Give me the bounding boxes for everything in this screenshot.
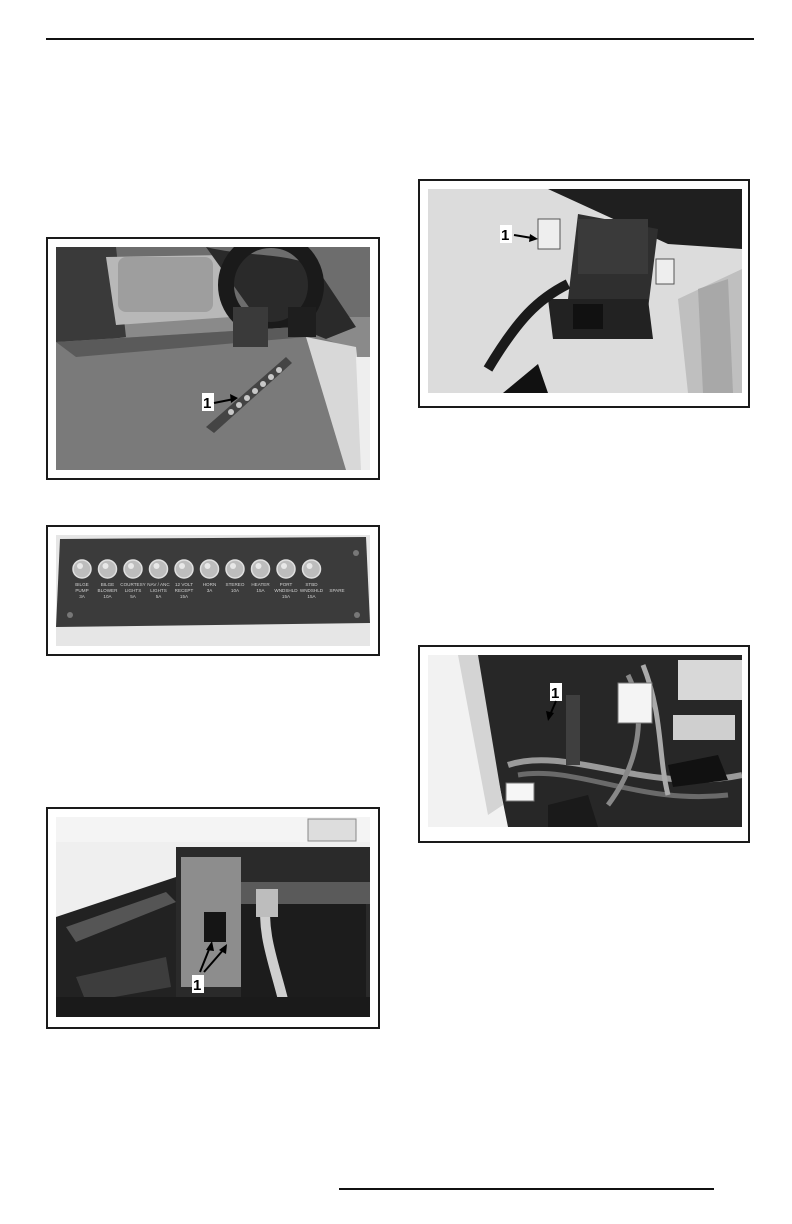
breaker-label: PORT WNDSHLD 15A (274, 582, 298, 599)
callout-overlay (428, 189, 742, 393)
breaker-label: HEATER 15A (251, 582, 270, 593)
breaker-knob (277, 560, 295, 578)
breaker-knob-highlight (154, 563, 160, 569)
figure-battery-compartment (46, 807, 380, 1029)
breaker-label: STBD WNDSHLD 15A (299, 582, 324, 599)
photo-breaker-panel (56, 535, 370, 646)
breaker-knob-highlight (103, 563, 109, 569)
breaker-knob (201, 560, 219, 578)
callout-1: 1 (501, 227, 510, 244)
figure-module-under-dash (418, 179, 750, 408)
breaker-label: BILGE BLOWER 10A (97, 582, 118, 599)
callout-overlay (428, 655, 742, 827)
breaker-knob (226, 560, 244, 578)
breaker-label: COURTESY LIGHTS 5A (120, 582, 146, 599)
breaker-label: STEREO 10A (225, 582, 245, 593)
breaker-knob (252, 560, 270, 578)
callout-overlay (56, 247, 370, 470)
breaker-knob (150, 560, 168, 578)
breaker-knob (124, 560, 142, 578)
breaker-knob-highlight (179, 563, 185, 569)
breaker-knob-highlight (128, 563, 134, 569)
callout-1: 1 (193, 977, 202, 994)
figure-breaker-panel (46, 525, 380, 656)
callout-1: 1 (551, 685, 560, 702)
figure-console-fuse-panel (46, 237, 380, 480)
breaker-knob (303, 560, 321, 578)
footer-rule (339, 1188, 714, 1190)
callout-overlay (56, 817, 370, 1017)
breaker-knob-highlight (281, 563, 287, 569)
breaker-label: BILGE PUMP 3A (75, 582, 89, 599)
breaker-label: 12 VOLT RECEPT 15A (174, 582, 194, 599)
breaker-knob-highlight (205, 563, 211, 569)
breaker-knob-highlight (307, 563, 313, 569)
breaker-label: SPARE (329, 588, 345, 593)
callout-1: 1 (203, 395, 212, 412)
breaker-knob (99, 560, 117, 578)
breaker-knob (175, 560, 193, 578)
breaker-label: HORN 3A (202, 582, 217, 593)
figure-wiring-harness (418, 645, 750, 843)
breaker-label: NAV / ANC LIGHTS 5A (147, 582, 170, 599)
breaker-knob-highlight (77, 563, 83, 569)
breaker-knob-highlight (256, 563, 262, 569)
header-rule (46, 38, 754, 40)
breaker-knob (73, 560, 91, 578)
breaker-knob-highlight (230, 563, 236, 569)
